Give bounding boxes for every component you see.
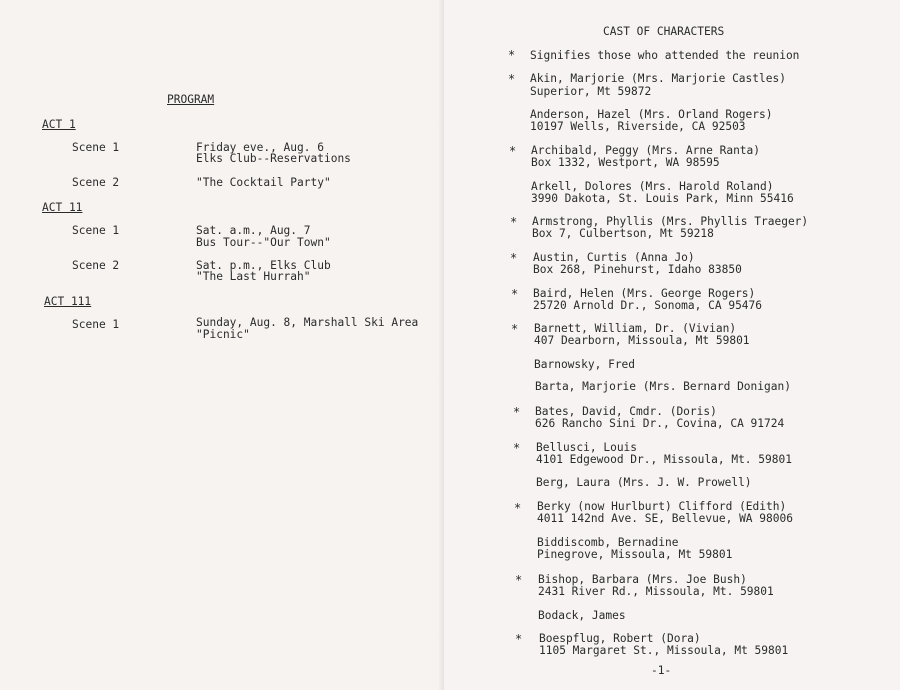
cast-entry-address: Box 7, Culbertson, Mt 59218 (532, 227, 714, 240)
cast-entry-address: 3990 Dakota, St. Louis Park, Minn 55416 (531, 192, 794, 205)
cast-title: CAST OF CHARACTERS (603, 25, 725, 38)
cast-entry-address: 4101 Edgewood Dr., Missoula, Mt. 59801 (536, 453, 792, 466)
cast-entry-name: Berg, Laura (Mrs. J. W. Prowell) (536, 476, 752, 489)
act-1-label: ACT 1 (42, 118, 76, 131)
attended-asterisk: * (509, 144, 517, 158)
cast-entry-name: Bellusci, Louis (536, 441, 638, 454)
cast-entry-name: Austin, Curtis (Anna Jo) (533, 251, 695, 264)
attended-asterisk: * (515, 632, 523, 646)
attended-asterisk: * (510, 215, 518, 229)
act-2-scene-2-line-1: Sat. p.m., Elks Club (196, 259, 331, 272)
act-2-scene-1-line-1: Sat. a.m., Aug. 7 (196, 224, 311, 237)
attended-asterisk: * (510, 251, 518, 265)
act-3-scene-1-line-1: Sunday, Aug. 8, Marshall Ski Area (196, 316, 419, 329)
cast-entry-address: 1105 Margaret St., Missoula, Mt 59801 (539, 644, 789, 657)
act-2-label: ACT 11 (42, 201, 83, 214)
cast-entry-name: Armstrong, Phyllis (Mrs. Phyllis Traeger) (532, 215, 809, 228)
cast-entry-name: Arkell, Dolores (Mrs. Harold Roland) (531, 180, 774, 193)
act-2-scene-2-line-2: "The Last Hurrah" (196, 270, 311, 283)
cast-entry-address: Box 268, Pinehurst, Idaho 83850 (533, 263, 742, 276)
act-2-scene-2-label: Scene 2 (72, 259, 120, 272)
program-page (0, 0, 444, 690)
act-3-scene-1-line-2: "Picnic" (196, 328, 250, 341)
cast-entry-name: Bates, David, Cmdr. (Doris) (535, 405, 717, 418)
attended-asterisk: * (514, 501, 522, 515)
attended-asterisk: * (508, 72, 516, 86)
cast-entry-address: 2431 River Rd., Missoula, Mt. 59801 (538, 585, 774, 598)
cast-page (444, 0, 900, 690)
attended-asterisk: * (513, 405, 521, 419)
cast-entry-address: 4011 142nd Ave. SE, Bellevue, WA 98006 (537, 512, 793, 525)
page-number: -1- (651, 664, 672, 677)
act-1-scene-2-label: Scene 2 (72, 176, 120, 189)
cast-entry-name: Bodack, James (538, 609, 626, 622)
cast-entry-name: Berky (now Hurlburt) Clifford (Edith) (537, 500, 787, 513)
act-2-scene-1-line-2: Bus Tour--"Our Town" (196, 236, 331, 249)
cast-entry-address: 407 Dearborn, Missoula, Mt 59801 (534, 334, 750, 347)
cast-entry-address: 626 Rancho Sini Dr., Covina, CA 91724 (535, 417, 785, 430)
attended-asterisk: * (515, 573, 523, 587)
act-1-scene-1-line-2: Elks Club--Reservations (196, 152, 351, 165)
cast-entry-name: Biddiscomb, Bernadine (537, 536, 679, 549)
cast-entry-address: 25720 Arnold Dr., Sonoma, CA 95476 (533, 299, 763, 312)
cast-entry-name: Akin, Marjorie (Mrs. Marjorie Castles) (530, 72, 786, 85)
cast-entry-name: Boespflug, Robert (Dora) (539, 632, 701, 645)
legend-asterisk: * (508, 48, 516, 62)
act-1-scene-1-line-1: Friday eve., Aug. 6 (196, 141, 324, 154)
program-title: PROGRAM (167, 93, 215, 106)
cast-entry-name: Barnett, William, Dr. (Vivian) (534, 322, 737, 335)
act-1-scene-1-label: Scene 1 (72, 141, 120, 154)
cast-entry-name: Barnowsky, Fred (534, 358, 636, 371)
act-1-scene-2-line-1: "The Cocktail Party" (196, 176, 331, 189)
attended-asterisk: * (511, 287, 519, 301)
attended-asterisk: * (513, 441, 521, 455)
attended-asterisk: * (511, 322, 519, 336)
cast-entry-name: Baird, Helen (Mrs. George Rogers) (533, 287, 756, 300)
cast-entry-name: Anderson, Hazel (Mrs. Orland Rogers) (530, 108, 773, 121)
act-3-scene-1-label: Scene 1 (72, 318, 120, 331)
cast-entry-address: Pinegrove, Missoula, Mt 59801 (537, 548, 733, 561)
cast-entry-name: Barta, Marjorie (Mrs. Bernard Donigan) (535, 380, 791, 393)
cast-entry-name: Bishop, Barbara (Mrs. Joe Bush) (538, 573, 747, 586)
cast-entry-address: Box 1332, Westport, WA 98595 (531, 156, 720, 169)
cast-entry-address: 10197 Wells, Riverside, CA 92503 (530, 120, 746, 133)
act-2-scene-1-label: Scene 1 (72, 224, 120, 237)
legend-text: Signifies those who attended the reunion (530, 49, 800, 62)
cast-entry-address: Superior, Mt 59872 (530, 85, 652, 98)
act-3-label: ACT 111 (44, 295, 92, 308)
cast-entry-name: Archibald, Peggy (Mrs. Arne Ranta) (531, 144, 761, 157)
